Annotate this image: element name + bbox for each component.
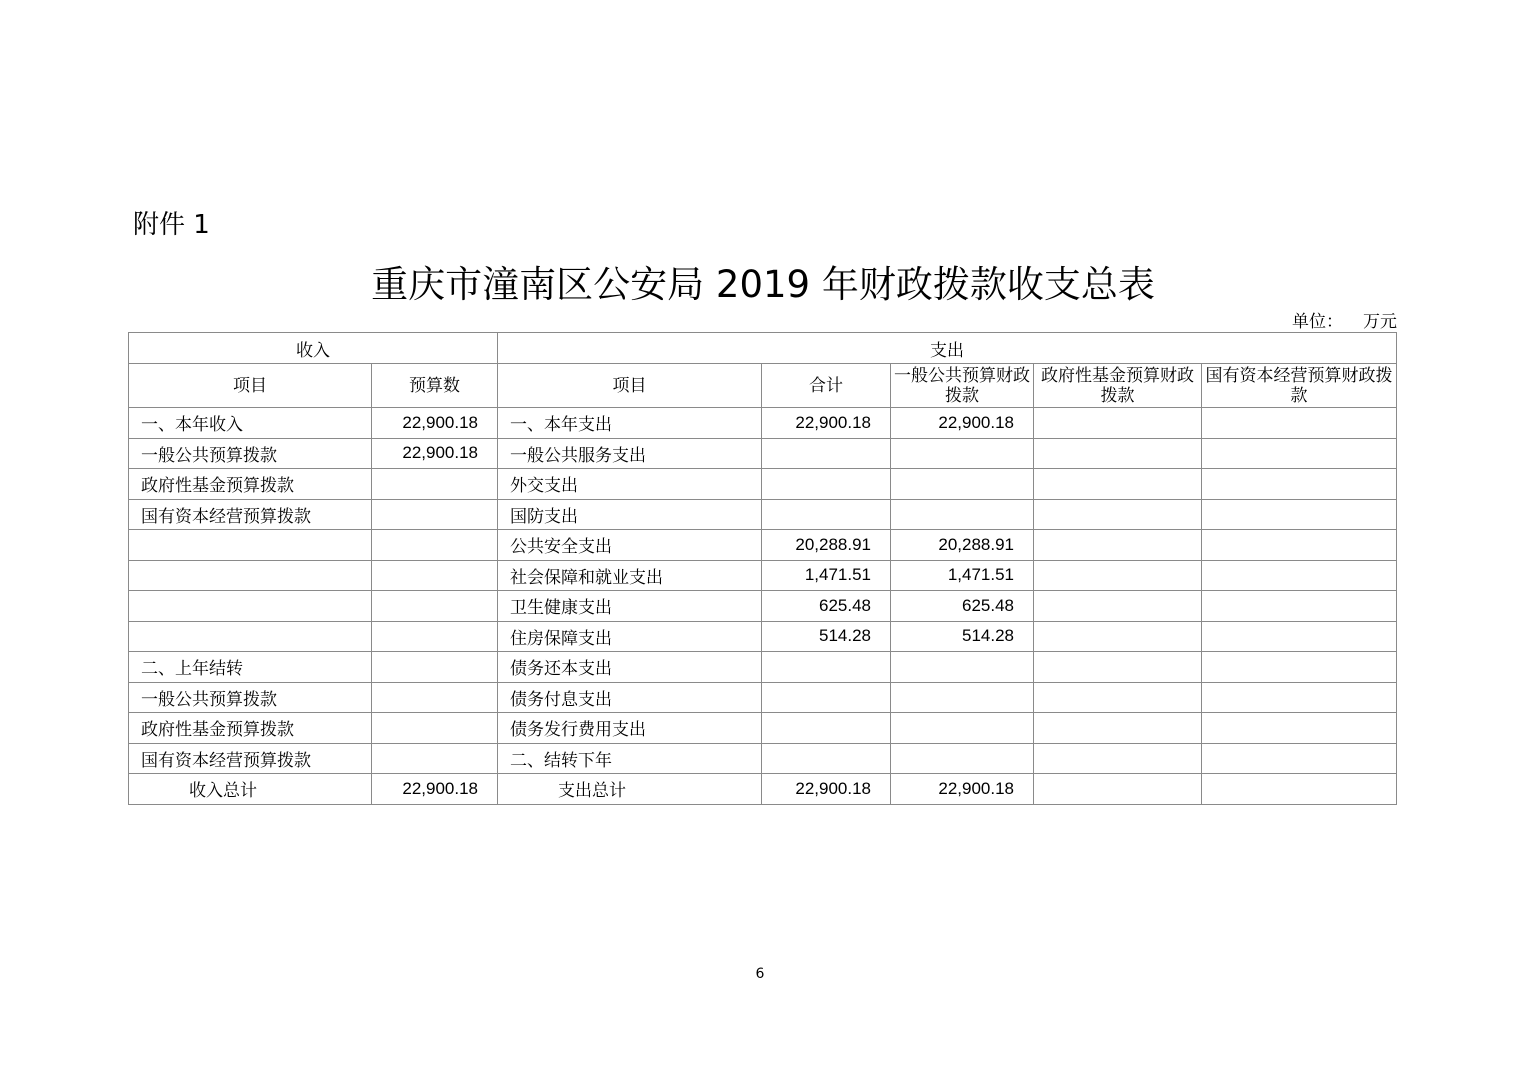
column-header: 一般公共预算财政拨款 xyxy=(891,364,1034,408)
table-row xyxy=(129,621,1397,652)
gov-fund-cell xyxy=(1034,408,1202,439)
state-capital-cell xyxy=(1202,499,1397,530)
expense-item-cell: 债务还本支出 xyxy=(498,652,762,683)
page-title: 重庆市潼南区公安局 2019 年财政拨款收支总表 xyxy=(371,263,1155,306)
gov-fund-cell xyxy=(1034,469,1202,500)
income-item-cell xyxy=(129,591,372,622)
total-row xyxy=(129,774,1397,805)
gov-fund-cell xyxy=(1034,560,1202,591)
state-capital-cell xyxy=(1202,469,1397,500)
gov-fund-cell xyxy=(1034,499,1202,530)
income-amount-cell xyxy=(372,591,498,622)
state-capital-cell xyxy=(1202,621,1397,652)
income-item-cell: 一般公共预算拨款 xyxy=(129,682,372,713)
state-capital-cell xyxy=(1202,713,1397,744)
expense-item-cell: 支出总计 xyxy=(498,774,762,805)
state-capital-cell xyxy=(1202,591,1397,622)
table-row xyxy=(129,652,1397,683)
table-row xyxy=(129,438,1397,469)
state-capital-cell xyxy=(1202,682,1397,713)
general-budget-cell xyxy=(891,652,1034,683)
general-budget-cell: 514.28 xyxy=(891,621,1034,652)
income-amount-cell xyxy=(372,530,498,561)
income-amount-cell: 22,900.18 xyxy=(372,438,498,469)
income-amount-cell xyxy=(372,713,498,744)
income-section-header: 收入 xyxy=(129,333,498,364)
income-amount-cell xyxy=(372,682,498,713)
general-budget-cell xyxy=(891,682,1034,713)
general-budget-cell: 22,900.18 xyxy=(891,774,1034,805)
unit-note xyxy=(1292,307,1397,332)
income-amount-cell: 22,900.18 xyxy=(372,774,498,805)
income-item-cell: 国有资本经营预算拨款 xyxy=(129,743,372,774)
expense-total-cell xyxy=(762,682,891,713)
column-header: 合计 xyxy=(762,364,891,408)
income-item-cell: 收入总计 xyxy=(129,774,372,805)
column-header: 政府性基金预算财政拨款 xyxy=(1034,364,1202,408)
page-number: 6 xyxy=(755,966,765,982)
state-capital-cell xyxy=(1202,438,1397,469)
general-budget-cell: 625.48 xyxy=(891,591,1034,622)
expense-item-cell: 一般公共服务支出 xyxy=(498,438,762,469)
general-budget-cell: 1,471.51 xyxy=(891,560,1034,591)
gov-fund-cell xyxy=(1034,774,1202,805)
general-budget-cell: 22,900.18 xyxy=(891,408,1034,439)
state-capital-cell xyxy=(1202,743,1397,774)
expense-total-cell: 625.48 xyxy=(762,591,891,622)
general-budget-cell xyxy=(891,499,1034,530)
column-header: 国有资本经营预算财政拨款 xyxy=(1202,364,1397,408)
state-capital-cell xyxy=(1202,560,1397,591)
column-header: 项目 xyxy=(498,364,762,408)
gov-fund-cell xyxy=(1034,591,1202,622)
expense-total-cell xyxy=(762,743,891,774)
expense-total-cell: 1,471.51 xyxy=(762,560,891,591)
income-item-cell xyxy=(129,621,372,652)
gov-fund-cell xyxy=(1034,530,1202,561)
income-item-cell: 二、上年结转 xyxy=(129,652,372,683)
section-header-row xyxy=(129,333,1397,364)
gov-fund-cell xyxy=(1034,682,1202,713)
expense-item-cell: 债务发行费用支出 xyxy=(498,713,762,744)
column-header: 预算数 xyxy=(372,364,498,408)
income-amount-cell xyxy=(372,560,498,591)
expense-total-cell: 22,900.18 xyxy=(762,408,891,439)
table-row xyxy=(129,591,1397,622)
expense-item-cell: 社会保障和就业支出 xyxy=(498,560,762,591)
table-row xyxy=(129,682,1397,713)
table-row xyxy=(129,408,1397,439)
expense-item-cell: 外交支出 xyxy=(498,469,762,500)
general-budget-cell: 20,288.91 xyxy=(891,530,1034,561)
income-amount-cell xyxy=(372,469,498,500)
state-capital-cell xyxy=(1202,530,1397,561)
income-amount-cell xyxy=(372,652,498,683)
expense-total-cell xyxy=(762,652,891,683)
income-item-cell: 政府性基金预算拨款 xyxy=(129,469,372,500)
expense-total-cell: 514.28 xyxy=(762,621,891,652)
income-amount-cell xyxy=(372,743,498,774)
expense-item-cell: 公共安全支出 xyxy=(498,530,762,561)
attachment-label: 附件 1 xyxy=(133,210,210,240)
expense-item-cell: 国防支出 xyxy=(498,499,762,530)
income-item-cell: 一、本年收入 xyxy=(129,408,372,439)
general-budget-cell xyxy=(891,713,1034,744)
table-row xyxy=(129,469,1397,500)
budget-table-body xyxy=(129,333,1397,805)
expense-section-header: 支出 xyxy=(498,333,1397,364)
expense-total-cell: 22,900.18 xyxy=(762,774,891,805)
unit-value: 万元 xyxy=(1363,312,1397,332)
column-header: 项目 xyxy=(129,364,372,408)
income-item-cell: 一般公共预算拨款 xyxy=(129,438,372,469)
expense-item-cell: 一、本年支出 xyxy=(498,408,762,439)
expense-item-cell: 卫生健康支出 xyxy=(498,591,762,622)
expense-item-cell: 债务付息支出 xyxy=(498,682,762,713)
table-row xyxy=(129,560,1397,591)
income-item-cell: 政府性基金预算拨款 xyxy=(129,713,372,744)
gov-fund-cell xyxy=(1034,743,1202,774)
table-row xyxy=(129,499,1397,530)
table-row xyxy=(129,713,1397,744)
expense-total-cell xyxy=(762,499,891,530)
general-budget-cell xyxy=(891,743,1034,774)
income-item-cell xyxy=(129,560,372,591)
general-budget-cell xyxy=(891,469,1034,500)
expense-total-cell xyxy=(762,438,891,469)
expense-total-cell: 20,288.91 xyxy=(762,530,891,561)
income-amount-cell xyxy=(372,499,498,530)
table-row xyxy=(129,743,1397,774)
income-amount-cell xyxy=(372,621,498,652)
gov-fund-cell xyxy=(1034,652,1202,683)
unit-label: 单位： xyxy=(1292,312,1343,332)
gov-fund-cell xyxy=(1034,713,1202,744)
income-item-cell xyxy=(129,530,372,561)
expense-item-cell: 二、结转下年 xyxy=(498,743,762,774)
state-capital-cell xyxy=(1202,408,1397,439)
table-row xyxy=(129,530,1397,561)
column-header-row xyxy=(129,364,1397,408)
expense-total-cell xyxy=(762,713,891,744)
gov-fund-cell xyxy=(1034,438,1202,469)
expense-item-cell: 住房保障支出 xyxy=(498,621,762,652)
general-budget-cell xyxy=(891,438,1034,469)
budget-table xyxy=(128,332,1397,805)
income-item-cell: 国有资本经营预算拨款 xyxy=(129,499,372,530)
income-amount-cell: 22,900.18 xyxy=(372,408,498,439)
expense-total-cell xyxy=(762,469,891,500)
state-capital-cell xyxy=(1202,652,1397,683)
gov-fund-cell xyxy=(1034,621,1202,652)
state-capital-cell xyxy=(1202,774,1397,805)
